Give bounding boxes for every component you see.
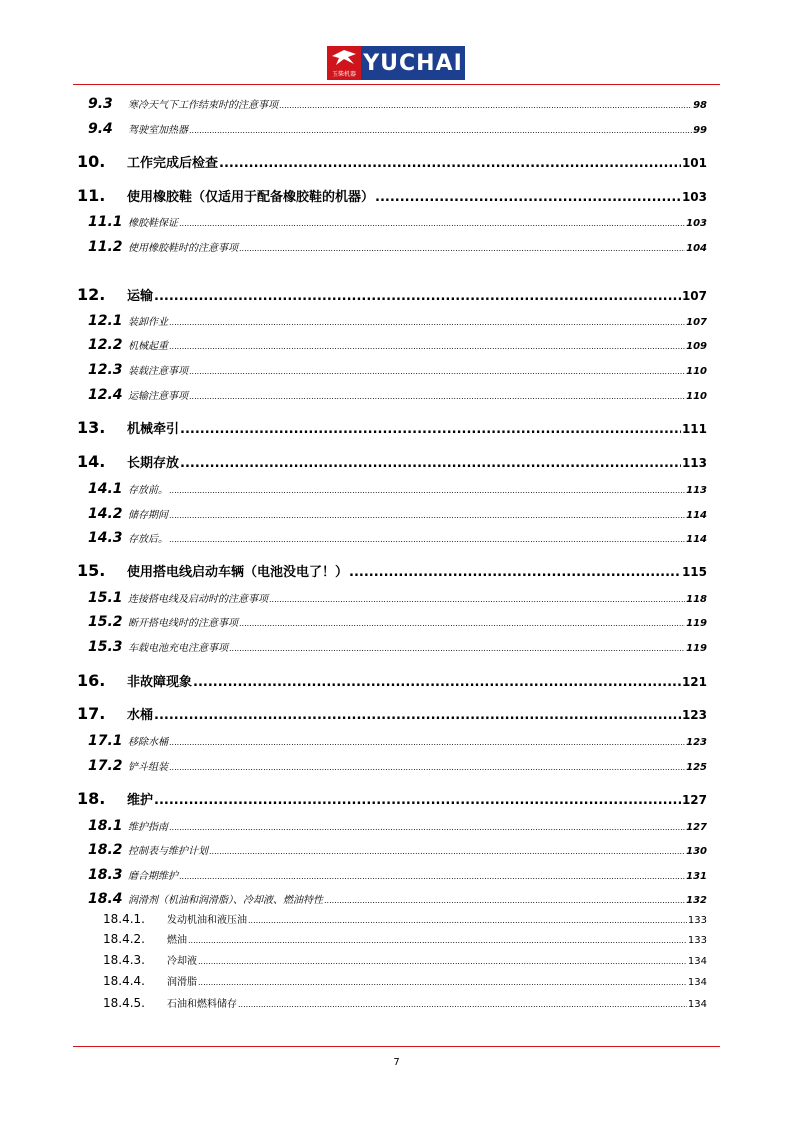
toc-entry-page: 107 [686,317,707,328]
toc-entry-number: 18.3 [88,867,123,883]
toc-entry-number: 12.3 [88,362,123,378]
toc-entry[interactable] [88,387,707,403]
toc-entry-title: 润滑剂（机油和润滑脂）、冷却液、燃油特性 [128,895,323,906]
toc-entry-page: 123 [686,737,707,748]
toc-entry-page: 127 [681,793,707,807]
toc-entry-page: 134 [687,977,707,988]
toc-entry-title: 移除水桶 [128,737,168,748]
toc-entry-number: 16. [77,671,106,690]
toc-leader-dots [179,872,685,881]
toc-entry-number: 9.4 [88,121,113,137]
toc-leader-dots [169,486,685,495]
toc-entry-number: 17. [77,704,106,723]
toc-entry-number: 18.4.5. [103,996,145,1010]
toc-entry-page: 110 [686,366,707,377]
toc-entry-page: 134 [687,999,707,1010]
toc-leader-dots [239,244,685,253]
toc-entry[interactable] [103,931,707,946]
toc-entry-number: 11.1 [88,214,123,230]
toc-leader-dots [189,126,692,135]
toc-entry[interactable] [77,285,707,304]
toc-leader-dots [169,823,685,832]
toc-entry-page: 127 [686,822,707,833]
toc-entry[interactable] [77,152,707,171]
toc-entry-page: 131 [686,871,707,882]
toc-entry[interactable] [103,952,707,967]
toc-leader-dots [279,101,692,110]
toc-entry-title: 存放前。 [128,485,168,496]
toc-entry-title: 维护 [127,793,154,808]
toc-entry-number: 12.2 [88,337,123,353]
toc-entry-title: 石油和燃料储存 [167,999,237,1010]
toc-entry-title: 长期存放 [127,456,180,471]
toc-entry[interactable] [88,590,707,606]
toc-entry[interactable] [103,911,707,926]
toc-entry-page: 114 [686,534,707,545]
toc-entry-title: 装卸作业 [128,317,168,328]
toc-entry-number: 18.4.4. [103,974,145,988]
toc-entry-page: 123 [681,708,707,722]
toc-entry[interactable] [88,733,707,749]
toc-entry[interactable] [88,530,707,546]
toc-entry[interactable] [88,891,707,907]
toc-entry-number: 17.2 [88,758,123,774]
toc-entry[interactable] [103,973,707,988]
toc-entry[interactable] [88,121,707,137]
toc-entry-page: 121 [681,675,707,689]
toc-entry[interactable] [88,362,707,378]
toc-leader-dots [189,392,685,401]
toc-entry[interactable] [88,481,707,497]
toc-entry-title: 维护指南 [128,822,168,833]
toc-entry-page: 103 [686,218,707,229]
toc-leader-dots [169,535,685,544]
toc-entry-page: 113 [686,485,707,496]
toc-entry[interactable] [88,239,707,255]
toc-entry-title: 运输 [127,289,154,304]
toc-entry-number: 14. [77,452,106,471]
toc-entry-page: 134 [687,956,707,967]
toc-leader-dots [180,456,681,471]
toc-entry-title: 装载注意事项 [128,366,188,377]
toc-entry[interactable] [77,452,707,471]
toc-leader-dots [154,708,681,723]
toc-entry[interactable] [88,842,707,858]
toc-entry-page: 107 [681,289,707,303]
toc-entry-page: 119 [686,618,707,629]
toc-leader-dots [219,156,681,171]
toc-leader-dots [198,957,687,966]
toc-leader-dots [169,511,685,520]
toc-entry-page: 109 [686,341,707,352]
toc-entry[interactable] [88,639,707,655]
toc-entry-title: 使用搭电线启动车辆（电池没电了！） [127,565,349,580]
toc-entry-page: 133 [687,935,707,946]
toc-entry-number: 18.4.3. [103,953,145,967]
toc-entry-title: 橡胶鞋保证 [128,218,178,229]
toc-entry-title: 车载电池充电注意事项 [128,643,228,654]
toc-entry-page: 99 [693,125,707,136]
toc-leader-dots [229,644,685,653]
toc-entry-page: 130 [686,846,707,857]
toc-leader-dots [349,565,681,580]
toc-leader-dots [375,190,681,205]
toc-entry-title: 使用橡胶鞋时的注意事项 [128,243,238,254]
toc-leader-dots [169,318,685,327]
toc-entry-number: 18.2 [88,842,123,858]
toc-leader-dots [180,422,681,437]
toc-entry-title: 润滑脂 [167,977,197,988]
toc-entry-number: 10. [77,152,106,171]
toc-entry-title: 机械牵引 [127,422,180,437]
toc-entry-page: 111 [681,422,707,436]
toc-entry-page: 118 [686,594,707,605]
page-number: 7 [393,1057,400,1068]
toc-leader-dots [189,367,685,376]
toc-entry-number: 12.4 [88,387,123,403]
toc-entry-number: 11. [77,186,106,205]
toc-entry-number: 18.1 [88,818,123,834]
toc-entry-number: 14.1 [88,481,123,497]
toc-entry-title: 冷却液 [167,956,197,967]
toc-leader-dots [209,847,685,856]
toc-entry-title: 使用橡胶鞋（仅适用于配备橡胶鞋的机器） [127,190,375,205]
toc-entry-number: 13. [77,418,106,437]
toc-entry-page: 115 [681,565,707,579]
toc-entry-number: 18.4.1. [103,912,145,926]
toc-entry-page: 101 [681,156,707,170]
toc-leader-dots [269,595,685,604]
toc-leader-dots [169,763,685,772]
toc-entry-number: 14.2 [88,506,123,522]
toc-entry-title: 非故障现象 [127,675,193,690]
toc-leader-dots [193,675,681,690]
toc-entry[interactable] [88,758,707,774]
toc-entry-title: 驾驶室加热器 [128,125,188,136]
toc-entry-title: 机械起重 [128,341,168,352]
toc-entry[interactable] [88,614,707,630]
toc-entry[interactable] [77,671,707,690]
toc-leader-dots [169,738,685,747]
toc-entry-title: 水桶 [127,708,154,723]
toc-leader-dots [179,219,685,228]
toc-entry-page: 119 [686,643,707,654]
toc-entry[interactable] [77,418,707,437]
toc-entry-page: 132 [686,895,707,906]
toc-entry-number: 18. [77,789,106,808]
toc-entry-number: 15.1 [88,590,123,606]
toc-leader-dots [198,978,687,987]
toc-entry[interactable] [77,704,707,723]
toc-entry-title: 断开搭电线时的注意事项 [128,618,238,629]
toc-entry-title: 发动机油和液压油 [167,915,247,926]
toc-leader-dots [238,1000,687,1009]
toc-entry-page: 114 [686,510,707,521]
logo-chinese-text: 玉柴机器 [331,71,356,78]
toc-entry-page: 113 [681,456,707,470]
toc-entry-number: 15.2 [88,614,123,630]
footer-rule [73,1046,720,1047]
toc-leader-dots [188,936,687,945]
toc-entry[interactable] [77,789,707,808]
toc-entry-title: 寒冷天气下工作结束时的注意事项 [128,100,278,111]
toc-entry-number: 14.3 [88,530,123,546]
toc-entry-page: 98 [693,100,707,111]
toc-entry-number: 12.1 [88,313,123,329]
toc-entry[interactable] [88,313,707,329]
toc-entry-title: 铲斗组装 [128,762,168,773]
toc-entry-page: 110 [686,391,707,402]
toc-entry-number: 18.4 [88,891,123,907]
toc-entry-number: 11.2 [88,239,123,255]
toc-entry[interactable] [88,818,707,834]
toc-entry[interactable] [88,337,707,353]
toc-entry-number: 15. [77,561,106,580]
toc-entry-title: 控制表与维护计划 [128,846,208,857]
toc-leader-dots [154,289,681,304]
toc-entry[interactable] [77,186,707,205]
toc-entry[interactable] [88,214,707,230]
toc-entry-title: 工作完成后检查 [127,156,219,171]
toc-leader-dots [324,896,685,905]
toc-entry-number: 15.3 [88,639,123,655]
toc-entry-number: 18.4.2. [103,932,145,946]
toc-entry-title: 磨合期维护 [128,871,178,882]
toc-leader-dots [239,619,685,628]
toc-entry-number: 17.1 [88,733,123,749]
toc-entry-title: 燃油 [167,935,187,946]
toc-leader-dots [169,342,685,351]
toc-leader-dots [248,916,687,925]
toc-leader-dots [154,793,681,808]
toc-entry-title: 运输注意事项 [128,391,188,402]
toc-entry[interactable] [77,561,707,580]
toc-entry-page: 133 [687,915,707,926]
toc-entry-number: 9.3 [88,96,113,112]
toc-entry[interactable] [103,995,707,1010]
toc-entry-title: 连接搭电线及启动时的注意事项 [128,594,268,605]
toc-entry-title: 存放后。 [128,534,168,545]
toc-entry-number: 12. [77,285,106,304]
toc-entry-title: 储存期间 [128,510,168,521]
toc-entry-page: 103 [681,190,707,204]
logo-wordmark: YUCHAI [361,46,465,80]
toc-entry[interactable] [88,867,707,883]
toc-entry[interactable] [88,506,707,522]
toc-entry[interactable] [88,96,707,112]
toc-entry-page: 104 [686,243,707,254]
toc-entry-page: 125 [686,762,707,773]
